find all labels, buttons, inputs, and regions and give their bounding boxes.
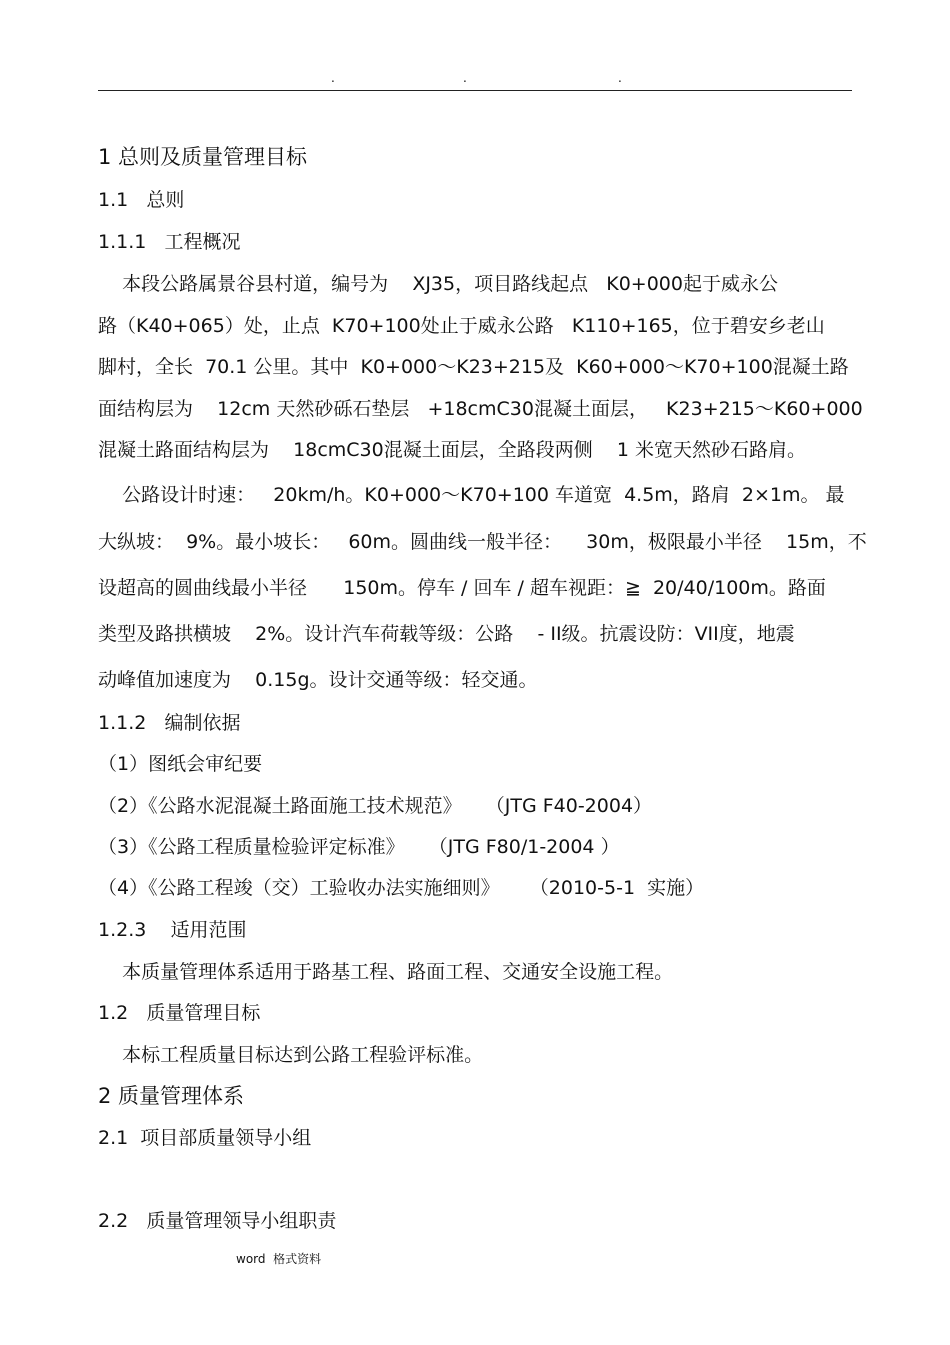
paragraph-line: 本质量管理体系适用于路基工程、路面工程、交通安全设施工程。 bbox=[98, 961, 674, 983]
paragraph-line: 本标工程质量目标达到公路工程验评标准。 bbox=[98, 1044, 484, 1066]
paragraph-line: 大纵坡： 9%。最小坡长： 60m。圆曲线一般半径： 30m，极限最小半径 15m，不 bbox=[98, 531, 867, 553]
page-footer: word 格式资料 bbox=[236, 1252, 322, 1266]
header-dot: . bbox=[618, 71, 622, 85]
paragraph-line: 动峰值加速度为 0.15g。设计交通等级：轻交通。 bbox=[98, 669, 538, 691]
page-header-dots bbox=[0, 72, 950, 86]
paragraph-line: 公路设计时速： 20km/h。K0+000～K70+100 车道宽 4.5m，路肩 2×1m。 最 bbox=[98, 484, 845, 506]
paragraph-line: 路（K40+065）处，止点 K70+100处止于威永公路 K110+165，位于碧安乡老山 bbox=[98, 315, 825, 337]
header-rule bbox=[98, 90, 852, 91]
heading-2-2: 2.2 质量管理领导小组职责 bbox=[98, 1210, 337, 1232]
paragraph-line: 类型及路拱横坡 2%。设计汽车荷载等级：公路 - II级。抗震设防：VII度，地震 bbox=[98, 623, 795, 645]
paragraph-line: 混凝土路面结构层为 18cmC30混凝土面层，全路段两侧 1 米宽天然砂石路肩。 bbox=[98, 439, 807, 461]
reference-item: （1）图纸会审纪要 bbox=[98, 753, 263, 775]
reference-item: （3）《公路工程质量检验评定标准》 （JTG F80/1-2004 ） bbox=[98, 836, 620, 858]
paragraph-line: 设超高的圆曲线最小半径 150m。停车 / 回车 / 超车视距：≧ 20/40/100m。路面 bbox=[98, 577, 826, 599]
paragraph-line: 面结构层为 12cm 天然砂砾石垫层 +18cmC30混凝土面层， K23+215～K60+000 bbox=[98, 398, 863, 420]
header-dot: . bbox=[463, 71, 467, 85]
reference-item: （2）《公路水泥混凝土路面施工技术规范》 （JTG F40-2004） bbox=[98, 795, 653, 817]
heading-2: 2 质量管理体系 bbox=[98, 1084, 245, 1108]
heading-1-1-2: 1.1.2 编制依据 bbox=[98, 712, 241, 734]
header-dot: . bbox=[331, 71, 335, 85]
paragraph-line: 本段公路属景谷县村道，编号为 XJ35，项目路线起点 K0+000起于威永公 bbox=[98, 273, 778, 295]
reference-item: （4）《公路工程竣（交）工验收办法实施细则》 （2010-5-1 实施） bbox=[98, 877, 705, 899]
heading-1-1-1: 1.1.1 工程概况 bbox=[98, 231, 241, 253]
heading-1-2-3: 1.2.3 适用范围 bbox=[98, 919, 247, 941]
heading-1-2: 1.2 质量管理目标 bbox=[98, 1002, 261, 1024]
heading-1: 1 总则及质量管理目标 bbox=[98, 145, 308, 169]
heading-1-1: 1.1 总则 bbox=[98, 189, 185, 211]
paragraph-line: 脚村，全长 70.1 公里。其中 K0+000～K23+215及 K60+000～K70+100混凝土路 bbox=[98, 356, 849, 378]
heading-2-1: 2.1 项目部质量领导小组 bbox=[98, 1127, 312, 1149]
